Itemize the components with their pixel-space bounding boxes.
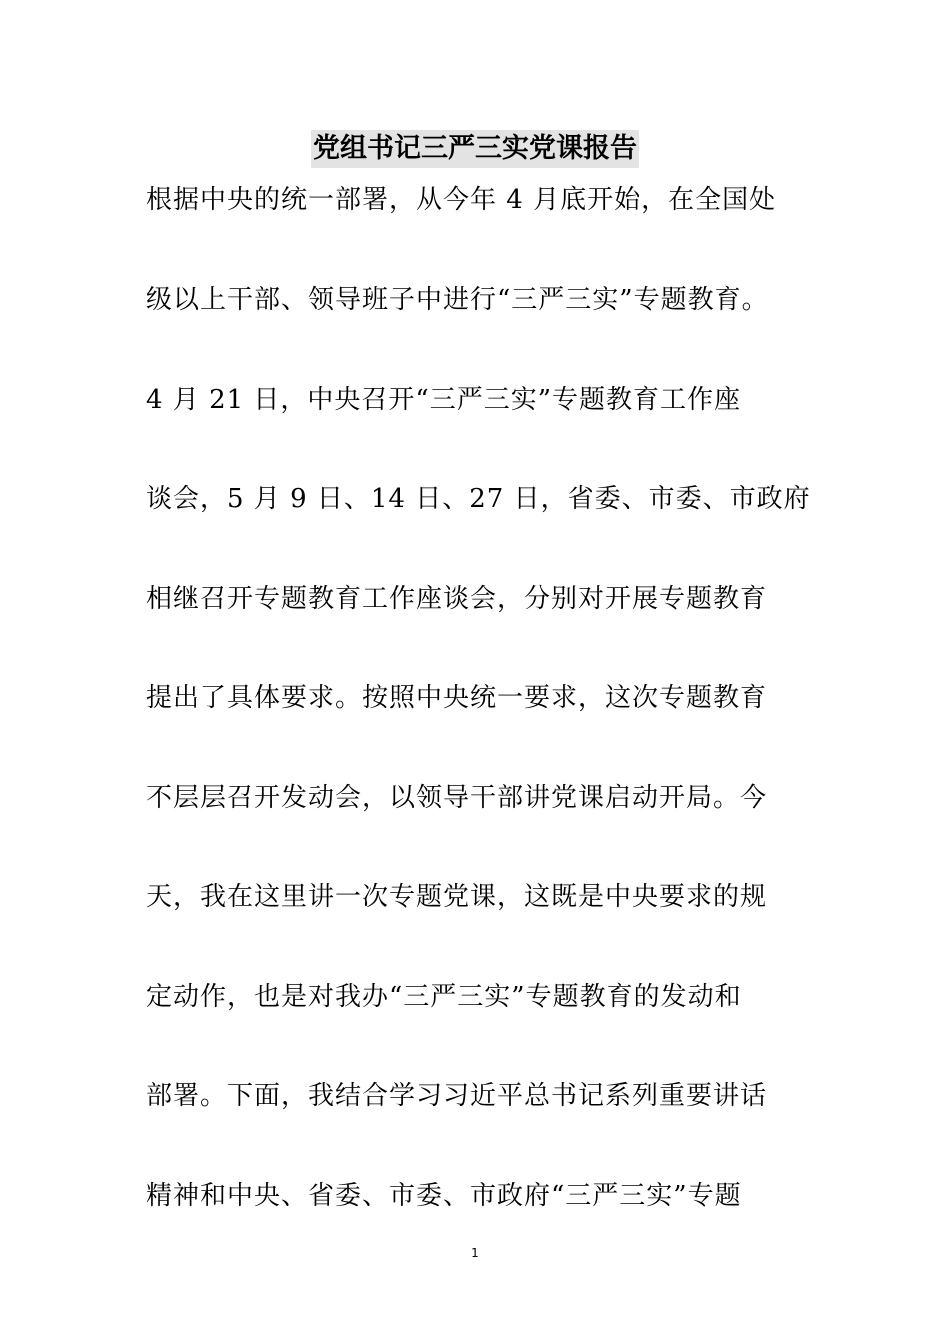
body-line-6: 提出了具体要求。按照中央统一要求，这次专题教育 (146, 683, 768, 713)
body-line-7: 不层层召开发动会，以领导干部讲党课启动开局。今 (146, 783, 768, 813)
body-line-4: 谈会，5 月 9 日、14 日、27 日，省委、市委、市政府 (146, 484, 811, 514)
body-line-10: 部署。下面，我结合学习习近平总书记系列重要讲话 (146, 1081, 768, 1111)
body-line-5: 相继召开专题教育工作座谈会，分别对开展专题教育 (146, 584, 768, 614)
body-line-11: 精神和中央、省委、市委、市政府“三严三实”专题 (146, 1181, 742, 1211)
document-title: 党组书记三严三实党课报告 (311, 130, 639, 168)
page-number: 1 (471, 1246, 479, 1260)
body-line-3: 4 月 21 日，中央召开“三严三实”专题教育工作座 (146, 385, 742, 415)
body-line-2: 级以上干部、领导班子中进行“三严三实”专题教育。 (146, 285, 769, 315)
body-line-8: 天，我在这里讲一次专题党课，这既是中央要求的规 (146, 882, 768, 912)
body-line-9: 定动作，也是对我办“三严三实”专题教育的发动和 (146, 982, 742, 1012)
title-container (0, 130, 950, 168)
body-line-1: 根据中央的统一部署，从今年 4 月底开始，在全国处 (146, 185, 777, 215)
